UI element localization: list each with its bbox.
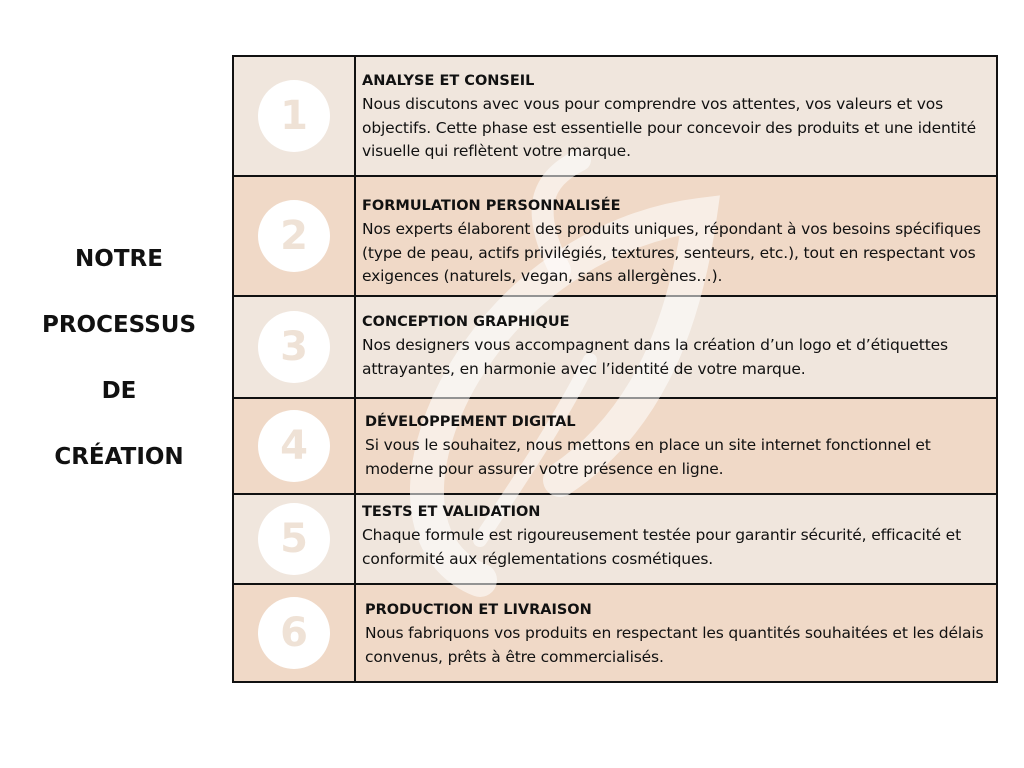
step-title: CONCEPTION GRAPHIQUE <box>362 314 570 330</box>
step-number-badge: 5 <box>258 503 330 575</box>
step-title: PRODUCTION ET LIVRAISON <box>365 602 592 618</box>
step-content <box>356 495 996 583</box>
step-title: FORMULATION PERSONNALISÉE <box>362 198 621 214</box>
step-title: ANALYSE ET CONSEIL <box>362 73 535 89</box>
step-number-cell <box>234 399 356 493</box>
step-content <box>356 585 996 681</box>
step-number-badge: 4 <box>258 410 330 482</box>
step-number-cell <box>234 57 356 175</box>
process-step-1 <box>234 57 996 177</box>
step-description: Nos experts élaborent des produits uniques, répondant à vos besoins spécifiques (type de peau, actifs privilégiés, textures, senteurs, etc.), tout en respectant vos exigences (naturels, vegan, sans allergènes…). <box>362 220 981 285</box>
process-table <box>232 55 998 683</box>
page-title-line-2: PROCESSUS <box>41 312 197 338</box>
step-title: TESTS ET VALIDATION <box>362 504 541 520</box>
step-description: Nous fabriquons vos produits en respectant les quantités souhaitées et les délais convenus, prêts à être commercialisés. <box>365 624 984 666</box>
process-step-6 <box>234 585 996 681</box>
step-description: Chaque formule est rigoureusement testée pour garantir sécurité, efficacité et conformité aux réglementations cosmétiques. <box>362 526 961 568</box>
step-number-cell <box>234 585 356 681</box>
process-step-5 <box>234 495 996 585</box>
step-description: Si vous le souhaitez, nous mettons en place un site internet fonctionnel et moderne pour assurer votre présence en ligne. <box>365 436 931 478</box>
step-content <box>356 399 996 493</box>
step-title: DÉVELOPPEMENT DIGITAL <box>365 414 576 430</box>
process-step-3 <box>234 297 996 399</box>
step-content <box>356 57 996 175</box>
step-number-badge: 6 <box>258 597 330 669</box>
step-number-badge: 2 <box>258 200 330 272</box>
page-title-line-1: NOTRE <box>75 246 163 272</box>
step-description: Nos designers vous accompagnent dans la création d’un logo et d’étiquettes attrayantes, en harmonie avec l’identité de votre marque. <box>362 336 948 378</box>
page-title-line-3: DE <box>101 378 137 404</box>
step-number-cell <box>234 297 356 397</box>
step-number-badge: 1 <box>258 80 330 152</box>
step-number-cell <box>234 495 356 583</box>
step-number-cell <box>234 177 356 295</box>
process-step-4 <box>234 399 996 495</box>
page-title-line-4: CRÉATION <box>54 444 184 470</box>
step-content <box>356 177 996 295</box>
process-step-2 <box>234 177 996 297</box>
page-title <box>30 226 208 490</box>
step-number-badge: 3 <box>258 311 330 383</box>
step-content <box>356 297 996 397</box>
step-description: Nous discutons avec vous pour comprendre vos attentes, vos valeurs et vos objectifs. Cette phase est essentielle pour concevoir des produits et une identité visuelle qui reflètent votre marque. <box>362 95 977 160</box>
